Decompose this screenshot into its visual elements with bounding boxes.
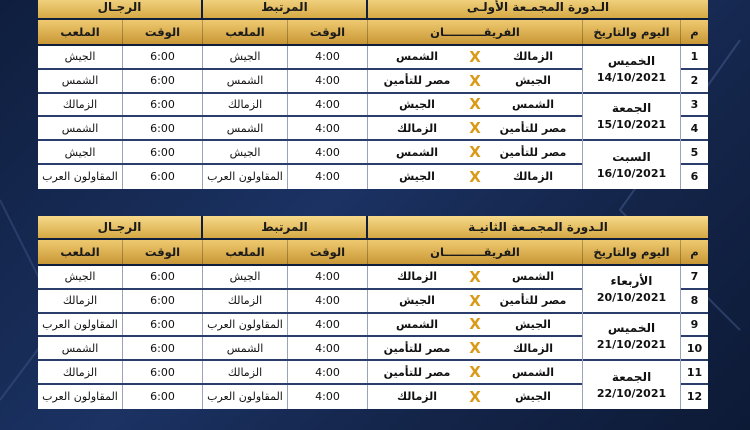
team-right: الزمالك	[512, 50, 554, 64]
number-row	[681, 337, 708, 361]
team-left: الجيش	[399, 294, 435, 308]
number-row	[681, 70, 708, 94]
men-section-label: الرجـال	[38, 216, 203, 238]
team-right: مصر للتأمين	[499, 294, 567, 308]
day-date: 15/10/2021	[596, 118, 667, 132]
team-right: الجيش	[515, 317, 551, 331]
header-linked-venue: الملعب	[203, 240, 288, 264]
days-column	[583, 266, 681, 409]
linked-venue: المقاولون العرب	[203, 385, 288, 409]
linked-time: 4:00	[288, 314, 368, 336]
day-cell	[583, 141, 680, 189]
men-venue: الجيش	[38, 46, 123, 68]
column-headers	[38, 18, 708, 44]
linked-venue: الشمس	[203, 70, 288, 92]
team-left: الزمالك	[396, 121, 438, 135]
linked-venue: الشمس	[203, 117, 288, 139]
header-teams: الفريقــــــــــان	[368, 20, 583, 44]
day-cell	[583, 314, 680, 362]
linked-time: 4:00	[288, 70, 368, 92]
match-numbers	[681, 46, 708, 189]
versus-x-icon: X	[469, 339, 481, 358]
team-right: الزمالك	[512, 170, 554, 184]
table-row	[38, 337, 368, 361]
header-linked-time: الوقت	[288, 20, 368, 44]
linked-time: 4:00	[288, 385, 368, 409]
men-venue: الزمالك	[38, 94, 123, 116]
schedule-table-1	[38, 0, 708, 189]
match-number: 8	[690, 294, 699, 308]
versus-x-icon: X	[469, 47, 481, 66]
men-venue: المقاولون العرب	[38, 165, 123, 189]
linked-venue: الزمالك	[203, 290, 288, 312]
men-section-label: الرجـال	[38, 0, 203, 18]
linked-venue: المقاولون العرب	[203, 314, 288, 336]
header-men-venue: الملعب	[38, 20, 123, 44]
match-number: 4	[690, 121, 699, 135]
men-time: 6:00	[123, 290, 203, 312]
header-day-date: اليوم والتاريخ	[583, 240, 681, 264]
team-left: الزمالك	[396, 270, 438, 284]
header-linked-time: الوقت	[288, 240, 368, 264]
men-venue: الجيش	[38, 266, 123, 288]
men-venue: الشمس	[38, 117, 123, 139]
men-venue: الشمس	[38, 70, 123, 92]
match-number: 6	[690, 170, 699, 184]
table-row	[38, 165, 368, 189]
team-right: الجيش	[515, 390, 551, 404]
day-date: 14/10/2021	[596, 70, 667, 84]
linked-venue: الزمالك	[203, 361, 288, 383]
men-venue: المقاولون العرب	[38, 385, 123, 409]
linked-venue: الجيش	[203, 266, 288, 288]
day-cell	[583, 266, 680, 314]
day-date: 22/10/2021	[596, 386, 667, 400]
linked-time: 4:00	[288, 266, 368, 288]
team-left: الزمالك	[396, 390, 438, 404]
times-venues	[38, 266, 368, 409]
header-men-venue: الملعب	[38, 240, 123, 264]
match-number: 12	[686, 390, 703, 404]
matchup-row	[368, 117, 582, 141]
day-name: الخميس	[607, 53, 656, 68]
versus-x-icon: X	[469, 387, 481, 406]
versus-x-icon: X	[469, 71, 481, 90]
day-date: 21/10/2021	[596, 338, 667, 352]
times-venues	[38, 46, 368, 189]
table-row	[38, 361, 368, 385]
men-time: 6:00	[123, 141, 203, 163]
linked-venue: الجيش	[203, 141, 288, 163]
table-row	[38, 117, 368, 141]
day-name: الجمعة	[611, 101, 652, 116]
matchup-row	[368, 337, 582, 361]
match-number: 1	[690, 50, 699, 64]
column-headers	[38, 238, 708, 264]
linked-time: 4:00	[288, 361, 368, 383]
table-row	[38, 385, 368, 409]
day-date: 16/10/2021	[596, 166, 667, 180]
men-time: 6:00	[123, 70, 203, 92]
matchup-row	[368, 46, 582, 70]
number-row	[681, 385, 708, 409]
number-row	[681, 361, 708, 385]
table-row	[38, 46, 368, 70]
round-title: الـدورة المجمـعة الثانيـة	[368, 216, 708, 238]
matchup-row	[368, 314, 582, 338]
day-name: الأربعاء	[610, 273, 653, 288]
team-left: الشمس	[395, 317, 439, 331]
match-number: 7	[690, 270, 699, 284]
header-number: م	[690, 245, 699, 259]
matchup-row	[368, 266, 582, 290]
men-time: 6:00	[123, 337, 203, 359]
match-number: 5	[690, 145, 699, 159]
linked-time: 4:00	[288, 165, 368, 189]
table-row	[38, 70, 368, 94]
team-right: مصر للتأمين	[499, 121, 567, 135]
day-name: الجمعة	[611, 369, 652, 384]
team-right: الزمالك	[512, 341, 554, 355]
table-body	[38, 264, 708, 409]
day-cell	[583, 361, 680, 409]
linked-section-label: المرتبط	[203, 216, 368, 238]
versus-x-icon: X	[469, 95, 481, 114]
match-number: 3	[690, 97, 699, 111]
versus-x-icon: X	[469, 363, 481, 382]
men-time: 6:00	[123, 385, 203, 409]
match-number: 11	[686, 365, 703, 379]
number-row	[681, 266, 708, 290]
linked-venue: المقاولون العرب	[203, 165, 288, 189]
day-cell	[583, 94, 680, 142]
number-row	[681, 165, 708, 189]
header-linked-venue: الملعب	[203, 20, 288, 44]
schedule-table-2	[38, 216, 708, 409]
section-header	[38, 0, 708, 18]
team-left: الجيش	[399, 97, 435, 111]
linked-venue: الشمس	[203, 337, 288, 359]
team-right: الشمس	[511, 97, 555, 111]
men-time: 6:00	[123, 165, 203, 189]
linked-venue: الجيش	[203, 46, 288, 68]
team-left: الجيش	[399, 170, 435, 184]
linked-time: 4:00	[288, 117, 368, 139]
men-time: 6:00	[123, 314, 203, 336]
linked-venue: الزمالك	[203, 94, 288, 116]
match-numbers	[681, 266, 708, 409]
men-venue: المقاولون العرب	[38, 314, 123, 336]
team-right: الشمس	[511, 365, 555, 379]
table-row	[38, 94, 368, 118]
matchup-row	[368, 141, 582, 165]
section-header	[38, 216, 708, 238]
team-left: الشمس	[395, 50, 439, 64]
table-row	[38, 290, 368, 314]
matchup-row	[368, 361, 582, 385]
men-time: 6:00	[123, 361, 203, 383]
header-men-time: الوقت	[123, 20, 203, 44]
day-name: السبت	[612, 149, 651, 164]
men-venue: الجيش	[38, 141, 123, 163]
number-row	[681, 141, 708, 165]
number-row	[681, 290, 708, 314]
men-venue: الزمالك	[38, 290, 123, 312]
team-right: الجيش	[515, 74, 551, 88]
men-time: 6:00	[123, 46, 203, 68]
linked-time: 4:00	[288, 141, 368, 163]
versus-x-icon: X	[469, 315, 481, 334]
table-row	[38, 314, 368, 338]
team-left: مصر للتأمين	[383, 365, 451, 379]
day-date: 20/10/2021	[596, 290, 667, 304]
matchup-row	[368, 165, 582, 189]
team-right: الشمس	[511, 270, 555, 284]
linked-time: 4:00	[288, 46, 368, 68]
matchups	[368, 46, 583, 189]
linked-time: 4:00	[288, 94, 368, 116]
matchups	[368, 266, 583, 409]
header-teams: الفريقــــــــــان	[368, 240, 583, 264]
header-number: م	[690, 25, 699, 39]
men-venue: الشمس	[38, 337, 123, 359]
table-row	[38, 266, 368, 290]
table-row	[38, 141, 368, 165]
matchup-row	[368, 70, 582, 94]
header-day-date: اليوم والتاريخ	[583, 20, 681, 44]
matchup-row	[368, 385, 582, 409]
versus-x-icon: X	[469, 267, 481, 286]
table-body	[38, 44, 708, 189]
team-left: الشمس	[395, 145, 439, 159]
matchup-row	[368, 94, 582, 118]
men-venue: الزمالك	[38, 361, 123, 383]
header-men-time: الوقت	[123, 240, 203, 264]
men-time: 6:00	[123, 266, 203, 288]
linked-section-label: المرتبط	[203, 0, 368, 18]
days-column	[583, 46, 681, 189]
team-left: مصر للتأمين	[383, 341, 451, 355]
versus-x-icon: X	[469, 291, 481, 310]
versus-x-icon: X	[469, 167, 481, 186]
day-name: الخميس	[607, 321, 656, 336]
matchup-row	[368, 290, 582, 314]
number-row	[681, 94, 708, 118]
match-number: 9	[690, 317, 699, 331]
men-time: 6:00	[123, 94, 203, 116]
versus-x-icon: X	[469, 119, 481, 138]
team-right: مصر للتأمين	[499, 145, 567, 159]
number-row	[681, 117, 708, 141]
number-row	[681, 46, 708, 70]
versus-x-icon: X	[469, 143, 481, 162]
linked-time: 4:00	[288, 290, 368, 312]
match-number: 2	[690, 74, 699, 88]
round-title: الـدورة المجمـعة الأولـى	[368, 0, 708, 18]
day-cell	[583, 46, 680, 94]
linked-time: 4:00	[288, 337, 368, 359]
number-row	[681, 314, 708, 338]
match-number: 10	[686, 341, 703, 355]
team-left: مصر للتأمين	[383, 74, 451, 88]
men-time: 6:00	[123, 117, 203, 139]
